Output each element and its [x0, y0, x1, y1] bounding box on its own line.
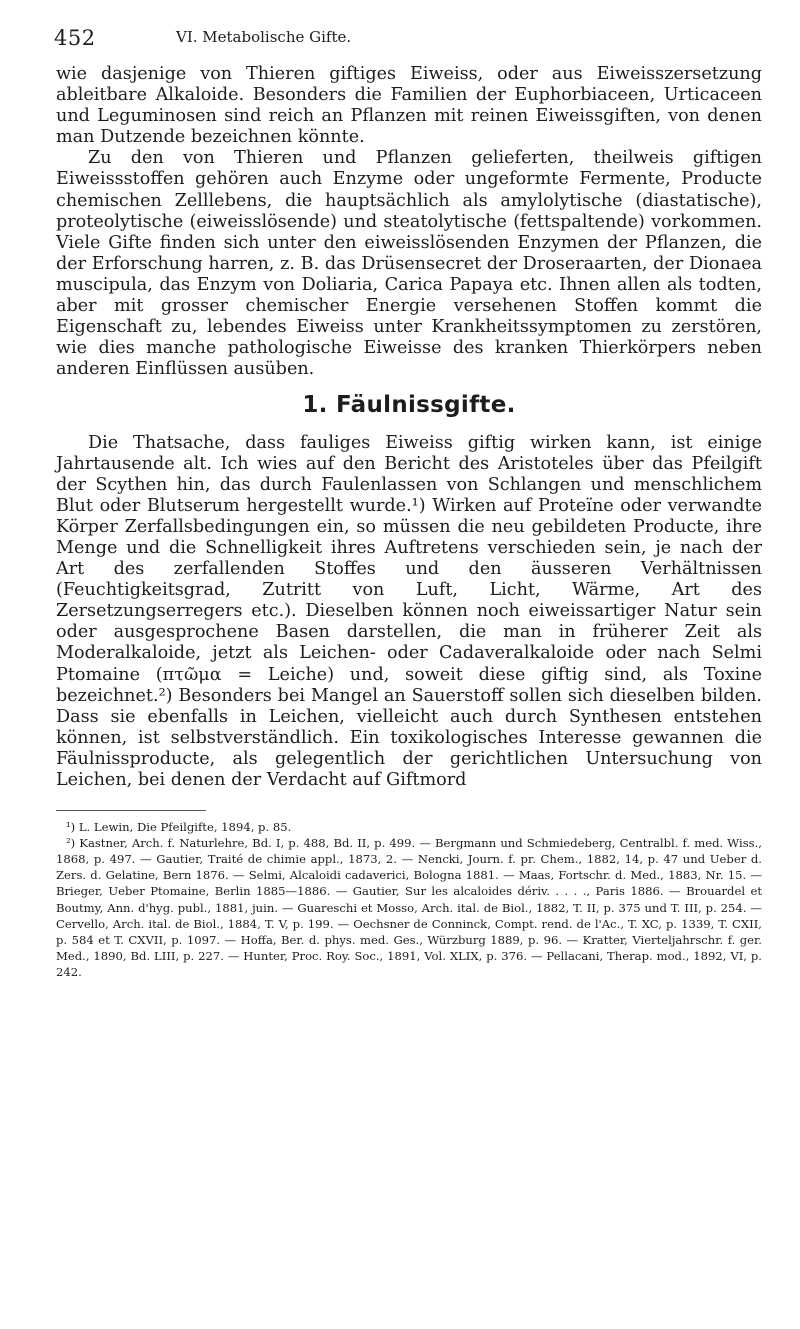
paragraph-faeulnissgifte: Die Thatsache, dass fauliges Eiweiss giftig wirken kann, ist einige Jahrtausende alt. Ich wies auf den Bericht des Aristoteles über das Pfeilgift der Scythen hin, das durch Faulenlassen von Schlangen und menschlichem Blut oder Blutserum hergestellt wurde.¹) Wirken auf Proteïne oder verwandte Körper Zerfallsbedingungen ein, so müssen die neu gebildeten Producte, ihre Menge und die Schnelligkeit ihres Auftretens verschieden sein, je nach der Art des zerfallenden Stoffes und den äusseren Verhältnissen (Feuchtigkeitsgrad, Zutritt von Luft, Licht, Wärme, Art des Zersetzungserregers etc.). Dieselben können noch eiweissartiger Natur sein oder ausgesprochene Basen darstellen, die man in früherer Zeit als Moderalkaloide, jetzt als Leichen- oder Cadaveralkaloide oder nach Selmi Ptomaine (πτῶμα = Leiche) und, soweit diese giftig sind, als Toxine bezeichnet.²) Besonders bei Mangel an Sauerstoff sollen sich dieselben bilden. Dass sie ebenfalls in Leichen, vielleicht auch durch Synthesen entstehen können, ist selbstverständlich. Ein toxikologisches Interesse gewannen die Fäulnissproducte, als gelegentlich der gerichtlichen Untersuchung von Leichen, bei denen der Verdacht auf Giftmord	[56, 432, 762, 790]
main-text	[56, 64, 762, 791]
page-header	[56, 22, 762, 50]
page-number: 452	[54, 26, 96, 50]
book-page	[56, 22, 762, 980]
footnote-2: ²) Kastner, Arch. f. Naturlehre, Bd. I, p. 488, Bd. II, p. 499. — Bergmann und Schmiedeberg, Centralbl. f. med. Wiss., 1868, p. 497. — Gautier, Traité de chimie appl., 1873, 2. — Nencki, Journ. f. pr. Chem., 1882, 14, p. 47 und Ueber d. Zers. d. Gelatine, Bern 1876. — Selmi, Alcaloidi cadaverici, Bologna 1881. — Maas, Fortschr. d. Med., 1883, Nr. 15. — Brieger, Ueber Ptomaine, Berlin 1885—1886. — Gautier, Sur les alcaloides dériv. . . . ., Paris 1886. — Brouardel et Boutmy, Ann. d'hyg. publ., 1881, juin. — Guareschi et Mosso, Arch. ital. de Biol., 1882, T. II, p. 375 und T. III, p. 254. — Cervello, Arch. ital. de Biol., 1884, T. V, p. 199. — Oechsner de Conninck, Compt. rend. de l'Ac., T. XC, p. 1339, T. CXII, p. 584 et T. CXVII, p. 1097. — Hoffa, Ber. d. phys. med. Ges., Würzburg 1889, p. 96. — Kratter, Vierteljahrschr. f. ger. Med., 1890, Bd. LIII, p. 227. — Hunter, Proc. Roy. Soc., 1891, Vol. XLIX, p. 376. — Pellacani, Therap. mod., 1892, VI, p. 242.	[56, 836, 762, 979]
section-heading: 1. Fäulnissgifte.	[302, 392, 516, 419]
footnote-1: ¹) L. Lewin, Die Pfeilgifte, 1894, p. 85.	[66, 820, 292, 835]
paragraph-enzymes: Zu den von Thieren und Pflanzen gelieferten, theilweis giftigen Eiweissstoffen gehören auch Enzyme oder ungeformte Fermente, Producte chemischen Zelllebens, die hauptsächlich als amylolytische (diastatische), proteolytische (eiweisslösende) und steatolytische (fettspaltende) vorkommen. Viele Gifte finden sich unter den eiweisslösenden Enzymen der Pflanzen, die der Erforschung harren, z. B. das Drüsensecret der Droseraarten, der Dionaea muscipula, das Enzym von Doliaria, Carica Papaya etc. Ihnen allen als todten, aber mit grosser chemischer Energie versehenen Stoffen kommt die Eigenschaft zu, lebendes Eiweiss unter Krankheitssymptomen zu zerstören, wie dies manche pathologische Eiweisse des kranken Thierkörpers neben anderen Einflüssen ausüben.	[56, 148, 762, 380]
footnote-divider	[56, 810, 206, 811]
running-title: VI. Metabolische Gifte.	[176, 28, 352, 46]
paragraph-continuation: wie dasjenige von Thieren giftiges Eiweiss, oder aus Eiweisszersetzung ableitbare Alkaloide. Besonders die Familien der Euphorbiaceen, Urticaceen und Leguminosen sind reich an Pflanzen mit reinen Eiweissgiften, von denen man Dutzende bezeichnen könnte.	[56, 64, 762, 148]
footnotes	[56, 819, 762, 980]
